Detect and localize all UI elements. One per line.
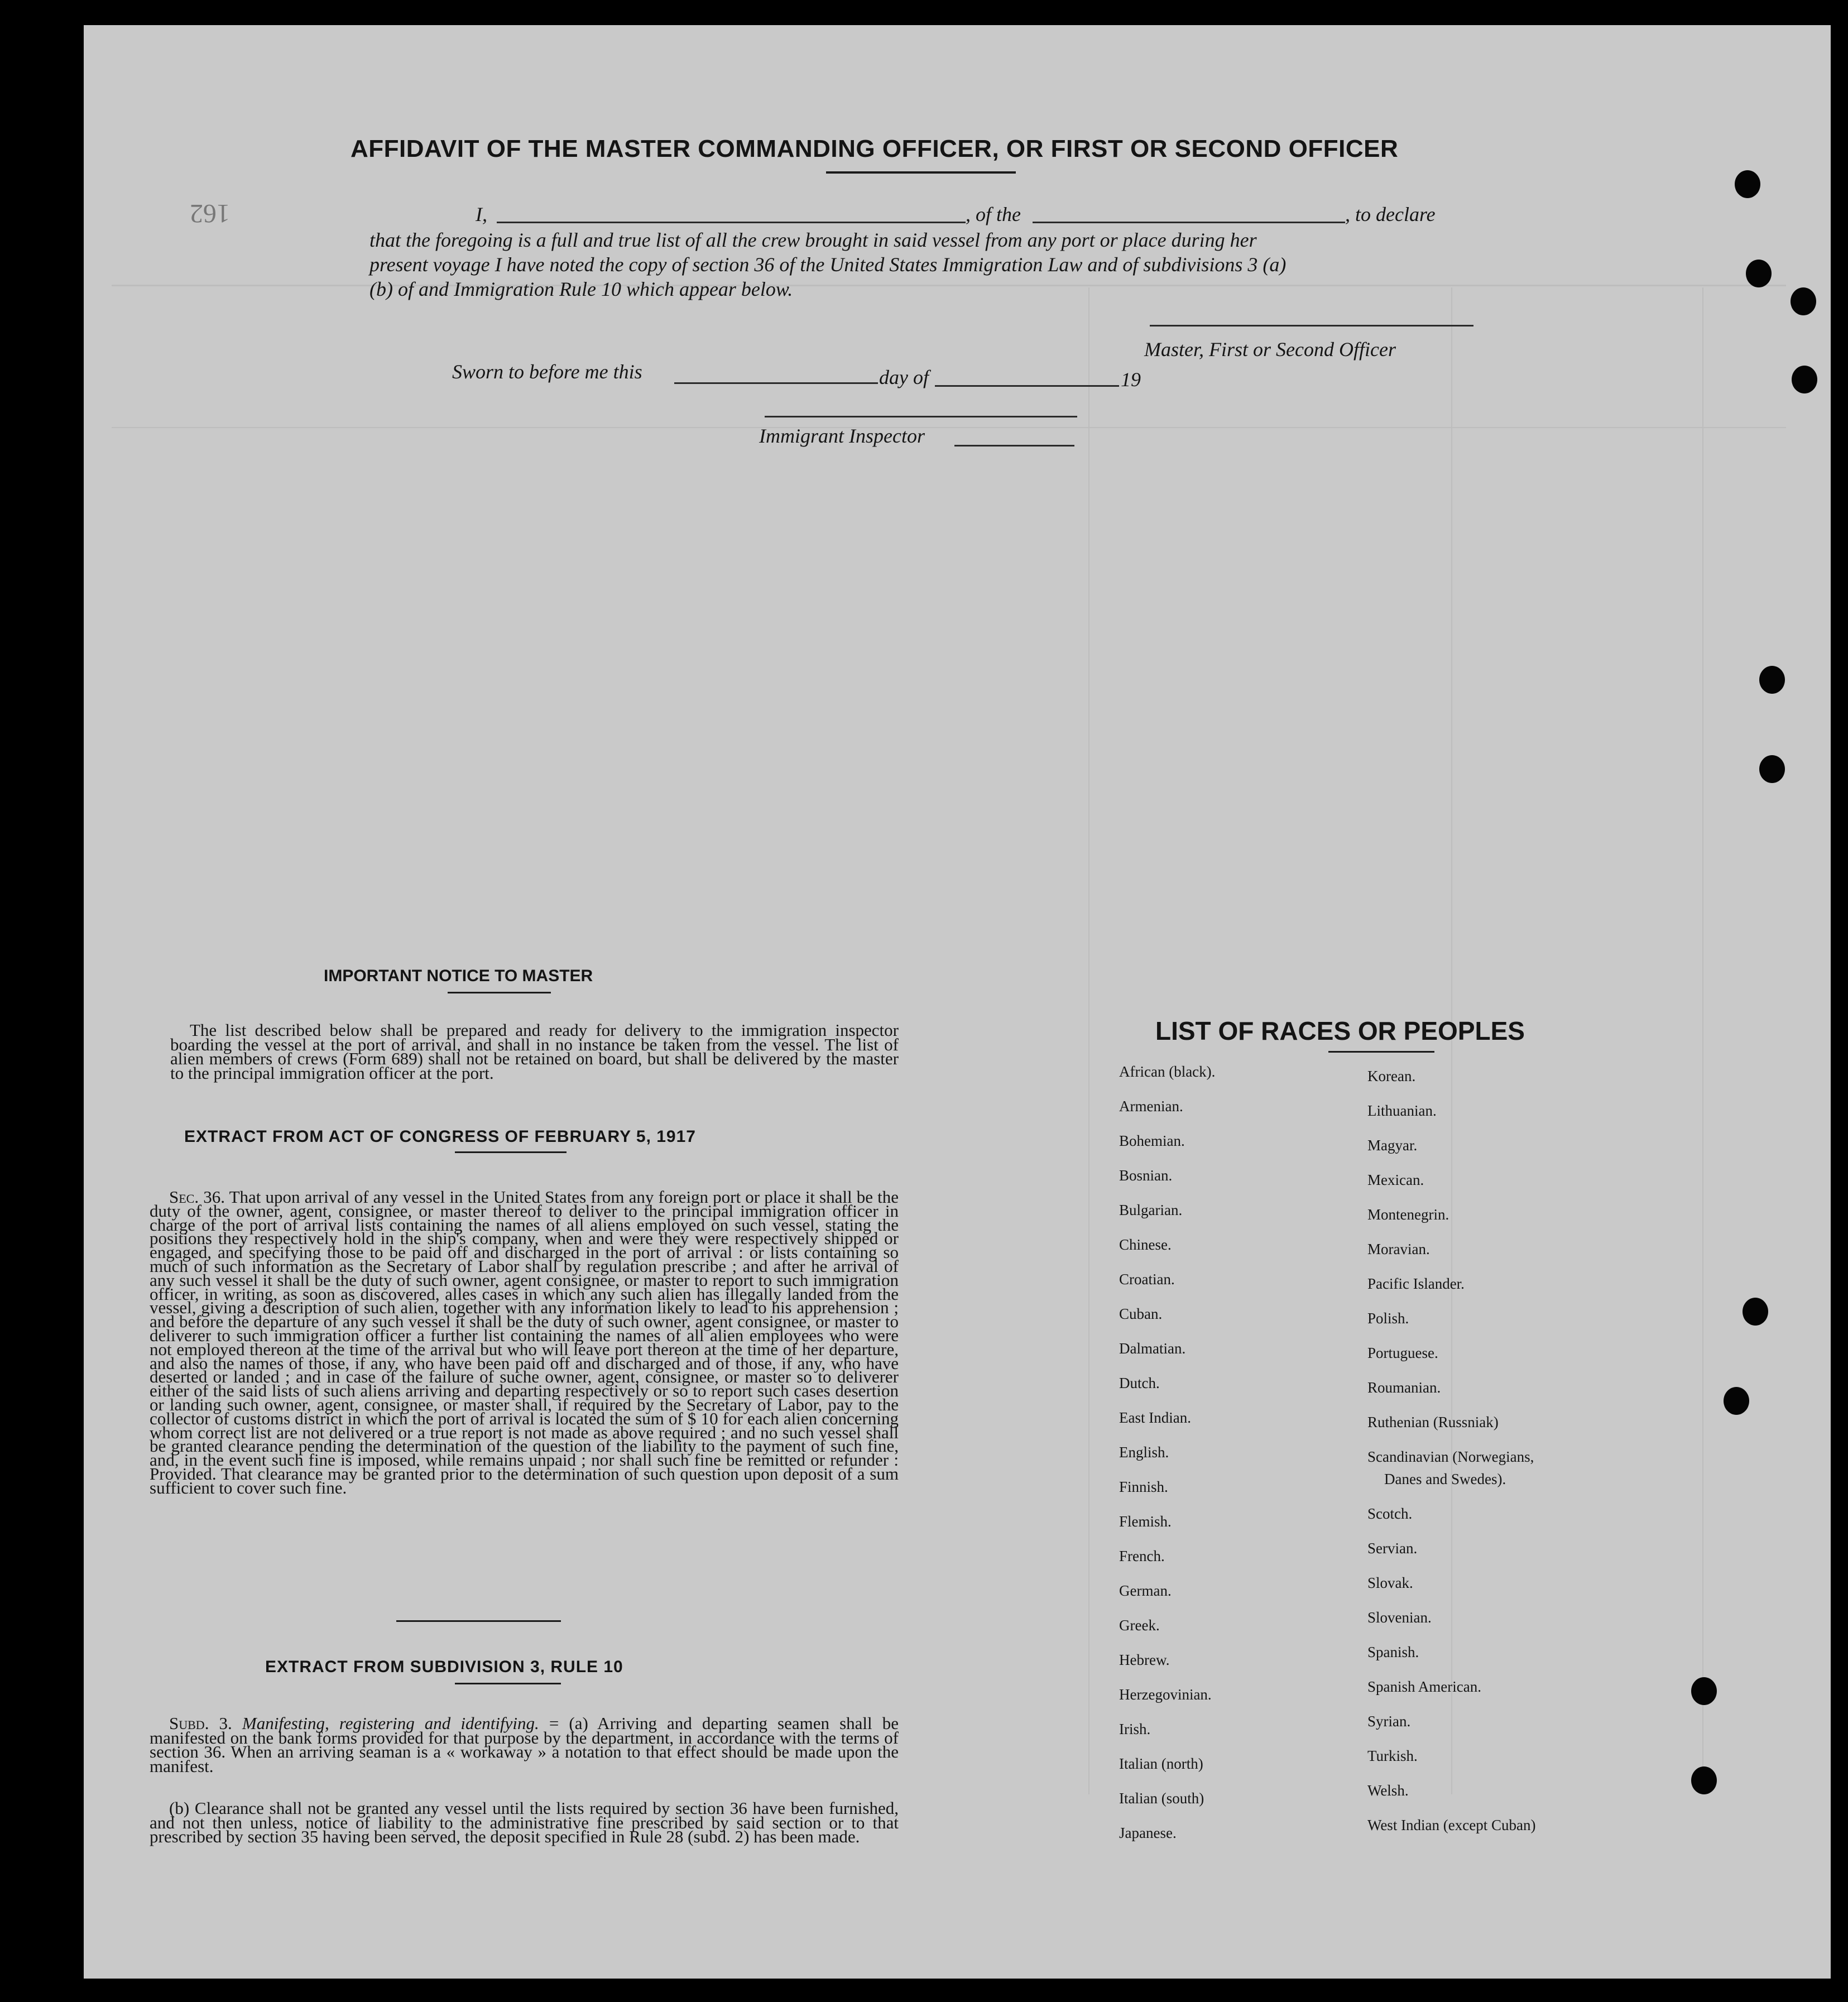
race-item: Cuban.: [1119, 1305, 1163, 1322]
notice-underline: [448, 992, 551, 993]
act-extract-title: EXTRACT FROM ACT OF CONGRESS OF FEBRUARY 5, 1917: [184, 1127, 696, 1146]
punch-hole: [1791, 287, 1816, 315]
subdivision-heading: Manifesting, registering and identifying.: [242, 1713, 539, 1733]
race-item: Servian.: [1367, 1540, 1418, 1557]
race-item: Polish.: [1367, 1310, 1409, 1327]
section-36-text: That upon arrival of any vessel in the United States from any foreign port or place it shall be the duty of the owner, agent, consignee, or master thereof to deliver to the principal immigration officer in charge of the port of arrival lists containing the names of all aliens employed on such vessel, stating the positions they respectively hold in the ship's company, when and were they were respectively shipped or engaged, and specifying those to be paid off and discharged in the port of arrival : or lists containing so much of such information as the Secretary of Labor shall by regulation prescribe ; and after he arrival of any such vessel it shall be the duty of such owner, agent consignee, or master to report to such immigration officer, in writing, as soon as discovered, alles cases in which any such alien has illegally landed from the vessel, giving a description of such alien, together with any information likely to lead to his apprehension ; and before the departure of any such vessel it shall be the duty of such owner, agent consignee, or master to deliverer to such immigration officer a further list containing the names of all alien employees who were not employed thereon at the time of the arrival but who will leave port thereon at the time of her departure, and also the names of those, if any, who have been paid off and discharged and of those, if any, who have deserted or landed ; and in case of the failure of suche owner, agent, consignee, or master so to deliverer either of the said lists of such aliens arriving and departing respectively or so to report such cases desertion or landing such owner, agent, consignee, or master shall, if required by the Secretary of Labor, pay to the collector of customs district in which the port of arrival is located the sum of $ 10 for each alien concerning whom correct list are not delivered or a true report is not made as above required ; and no such vessel shall be granted clearance pending the determination of the question of the liability to the payment of such fine, and, in the event such fine is imposed, while remains unpaid ; nor shall such fine be remitted or refunder : Provided. That clearance may be granted prior to the determination of such question upon deposit of a sum sufficient to cover such fine.: [150, 1187, 899, 1497]
punch-hole: [1724, 1387, 1749, 1415]
race-item: Scotch.: [1367, 1505, 1413, 1522]
day-of-label: day of: [879, 366, 929, 388]
rule-title-underline: [455, 1683, 561, 1684]
race-item: Japanese.: [1119, 1825, 1177, 1841]
race-item: Dutch.: [1119, 1375, 1160, 1391]
race-item: Korean.: [1367, 1068, 1416, 1084]
race-item: Finnish.: [1119, 1478, 1168, 1495]
race-item: Mexican.: [1367, 1172, 1424, 1188]
document-page: [84, 25, 1831, 1979]
declaration-to-declare: , to declare: [1345, 203, 1436, 225]
race-item: Moravian.: [1367, 1241, 1430, 1257]
rule-extract-text-a: [150, 1713, 899, 1776]
race-item: Syrian.: [1367, 1713, 1411, 1730]
inspector-name-line: [954, 445, 1074, 447]
race-item: Roumanian.: [1367, 1379, 1441, 1396]
month-line: [935, 385, 1119, 387]
declaration-of-the: , of the: [966, 203, 1021, 225]
race-item: East Indian.: [1119, 1409, 1191, 1426]
race-item: Spanish.: [1367, 1644, 1419, 1660]
race-item: Portuguese.: [1367, 1345, 1438, 1361]
race-item: African (black).: [1119, 1063, 1216, 1080]
declaration-text-line: (b) of and Immigration Rule 10 which appear below.: [369, 278, 793, 300]
title-underline: [826, 171, 1016, 174]
act-extract-text: [150, 1187, 899, 1497]
race-item: Croatian.: [1119, 1271, 1175, 1288]
race-item: West Indian (except Cuban): [1367, 1817, 1536, 1833]
races-list-right: [1367, 1068, 1535, 1851]
section-lead: Sec. 36.: [169, 1187, 225, 1207]
master-signature-label: Master, First or Second Officer: [1144, 338, 1396, 361]
race-item: Bohemian.: [1119, 1132, 1185, 1149]
subdivision-lead: Subd. 3.: [169, 1713, 232, 1733]
race-item: Spanish American.: [1367, 1678, 1481, 1695]
race-item: German.: [1119, 1582, 1172, 1599]
race-item: Pacific Islander.: [1367, 1275, 1465, 1292]
bleed-rule: [112, 427, 1786, 428]
punch-hole: [1746, 260, 1772, 287]
race-item: Greek.: [1119, 1617, 1160, 1634]
race-item: Italian (south): [1119, 1790, 1204, 1807]
punch-hole: [1759, 666, 1785, 694]
inspector-label: Immigrant Inspector: [759, 425, 925, 447]
race-item: Bosnian.: [1119, 1167, 1173, 1184]
race-item: Welsh.: [1367, 1782, 1409, 1799]
punch-hole: [1691, 1677, 1717, 1705]
race-item: Armenian.: [1119, 1098, 1183, 1115]
stamp-number: 162: [190, 199, 230, 228]
rule-extract-title: EXTRACT FROM SUBDIVISION 3, RULE 10: [265, 1658, 623, 1676]
declaration-i: I,: [476, 203, 487, 225]
punch-hole: [1792, 366, 1817, 393]
sworn-date-line: [674, 382, 878, 384]
race-item: Slovenian.: [1367, 1609, 1432, 1626]
race-item: Montenegrin.: [1367, 1206, 1449, 1223]
race-item: Ruthenian (Russniak): [1367, 1414, 1499, 1430]
notice-text: The list described below shall be prepared and ready for delivery to the immigration inspector boarding the vessel at the port of arrival, and shall in no instance be taken from the vessel. The list of alien members of crews (Form 689) shall not be retained on board, but shall be delivered by the master to the principal immigration officer at the port.: [170, 1020, 899, 1083]
act-title-underline: [455, 1151, 567, 1153]
race-item: Lithuanian.: [1367, 1102, 1437, 1119]
race-item: Italian (north): [1119, 1755, 1203, 1772]
affidavit-title: AFFIDAVIT OF THE MASTER COMMANDING OFFICER, OR FIRST OR SECOND OFFICER: [351, 135, 1399, 162]
inspector-signature-line: [765, 416, 1077, 417]
race-item: Irish.: [1119, 1721, 1151, 1737]
punch-hole: [1691, 1766, 1717, 1794]
bleed-rule: [1088, 287, 1089, 1794]
race-item: Chinese.: [1119, 1236, 1172, 1253]
races-title: LIST OF RACES OR PEOPLES: [1155, 1016, 1525, 1045]
bleed-rule: [1702, 287, 1703, 1794]
rule-extract-text-b: (b) Clearance shall not be granted any vessel until the lists required by section 36 have been furnished, and not then unless, notice of liability to the administrative fine prescribed by said section or to that prescribed by section 35 having been served, the deposit specified in Rule 28 (subd. 2) has been made.: [150, 1798, 899, 1846]
declaration-text-line: that the foregoing is a full and true list of all the crew brought in said vessel from any port or place during her: [369, 229, 1257, 251]
punch-hole: [1743, 1298, 1768, 1326]
race-item: French.: [1119, 1548, 1165, 1564]
race-item: Danes and Swedes).: [1384, 1471, 1506, 1487]
race-item: Scandinavian (Norwegians,: [1367, 1448, 1534, 1465]
punch-hole: [1735, 170, 1760, 198]
race-item: Herzegovinian.: [1119, 1686, 1212, 1703]
year-label: 19: [1121, 368, 1141, 391]
race-item: Turkish.: [1367, 1747, 1418, 1764]
race-item: Flemish.: [1119, 1513, 1172, 1530]
declaration-text-line: present voyage I have noted the copy of section 36 of the United States Immigration Law and of subdivisions 3 (a): [369, 253, 1287, 276]
race-item: English.: [1119, 1444, 1169, 1461]
vessel-blank-line: [1033, 222, 1345, 223]
race-item: Hebrew.: [1119, 1651, 1170, 1668]
bleed-rule: [112, 285, 1786, 286]
races-list-left: [1119, 1063, 1215, 1859]
name-blank-line: [497, 222, 966, 223]
punch-hole: [1759, 755, 1785, 783]
race-item: Magyar.: [1367, 1137, 1418, 1154]
race-item: Slovak.: [1367, 1574, 1413, 1591]
race-item: Bulgarian.: [1119, 1202, 1183, 1218]
subdivision-a-text: = (a) Arriving and departing seamen shall be manifested on the bank forms provided for that purpose by the department, in accordance with the terms of section 36. When an arriving seaman is a « workaway » a notation to that effect should be made upon the manifest.: [150, 1713, 899, 1776]
section-divider: [396, 1620, 561, 1622]
sworn-label: Sworn to before me this: [452, 361, 642, 383]
notice-title: IMPORTANT NOTICE TO MASTER: [324, 967, 593, 985]
signature-line: [1150, 325, 1473, 327]
races-underline: [1328, 1051, 1434, 1053]
race-item: Dalmatian.: [1119, 1340, 1186, 1357]
